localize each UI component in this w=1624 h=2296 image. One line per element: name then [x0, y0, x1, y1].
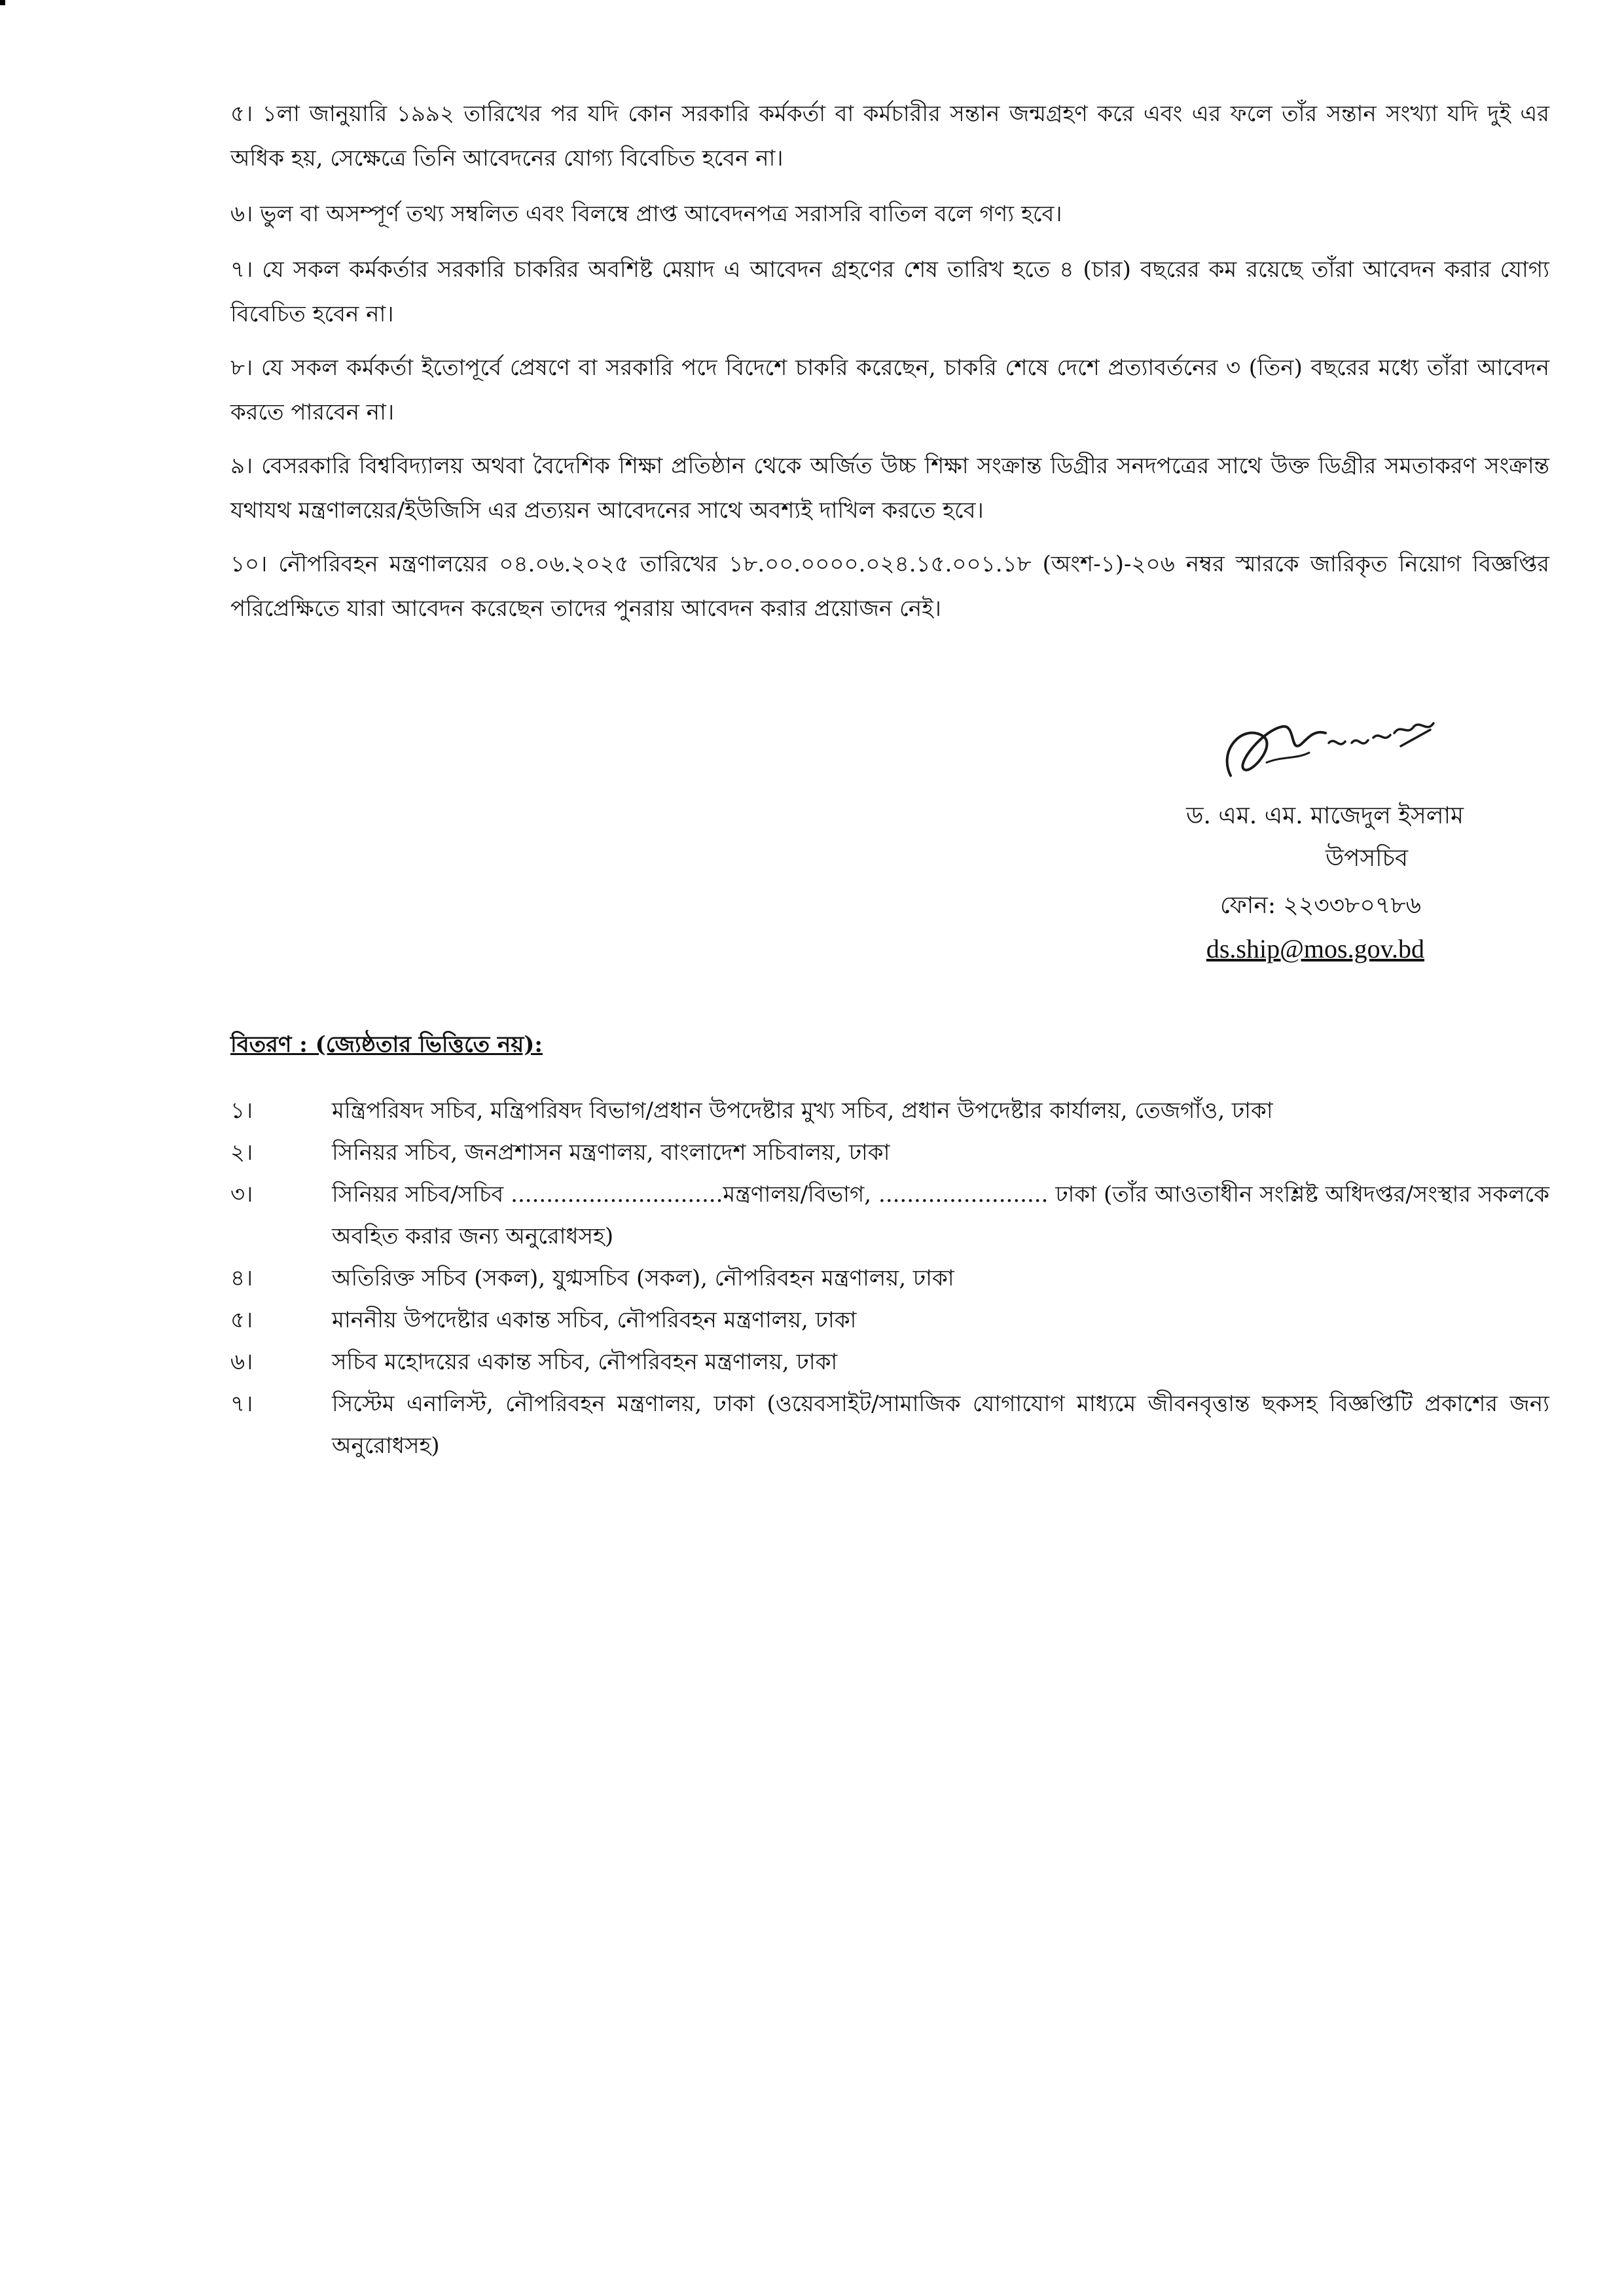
- list-item: [230, 1132, 1549, 1174]
- list-item-text: মাননীয় উপদেষ্টার একান্ত সচিব, নৌপরিবহন মন্ত্রণালয়, ঢাকা: [332, 1307, 857, 1333]
- list-item: [230, 1174, 1549, 1257]
- list-item-text: সিনিয়র সচিব, জনপ্রশাসন মন্ত্রণালয়, বাংলাদেশ সচিবালয়, ঢাকা: [332, 1139, 890, 1166]
- list-item: [230, 1341, 1549, 1383]
- list-item-number: ৩।: [230, 1181, 253, 1208]
- list-item: [230, 1257, 1549, 1299]
- signer-title: উপসচিব: [1325, 845, 1408, 872]
- list-item: [230, 1299, 1549, 1341]
- signer-email-link[interactable]: ds.ship@mos.gov.bd: [1206, 934, 1424, 963]
- list-item-text: মন্ত্রিপরিষদ সচিব, মন্ত্রিপরিষদ বিভাগ/প্রধান উপদেষ্টার মুখ্য সচিব, প্রধান উপদেষ্টার কার্যালয়, তেজগাঁও, ঢাকা: [332, 1098, 1273, 1124]
- paragraph-5: ৫। ১লা জানুয়ারি ১৯৯২ তারিখের পর যদি কোন সরকারি কর্মকর্তা বা কর্মচারীর সন্তান জন্মগ্রহণ করে এবং এর ফলে তাঁর সন্তান সংখ্যা যদি দুই এর অধিক হয়, সেক্ষেত্রে তিনি আবেদনের যোগ্য বিবেচিত হবেন না।: [230, 101, 1549, 171]
- scan-corner-mark: [0, 0, 5, 5]
- list-item: [230, 1090, 1549, 1132]
- paragraph-10: ১০। নৌপরিবহন মন্ত্রণালয়ের ০৪.০৬.২০২৫ তারিখের ১৮.০০.০০০০.০২৪.১৫.০০১.১৮ (অংশ-১)-২০৬ নম্বর স্মারকে জারিকৃত নিয়োগ বিজ্ঞপ্তির পরিপ্রেক্ষিতে যারা আবেদন করেছেন তাদের পুনরায় আবেদন করার প্রয়োজন নেই।: [230, 551, 1549, 622]
- list-item-number: ৫।: [230, 1307, 253, 1333]
- list-item-text: সিস্টেম এনালিস্ট, নৌপরিবহন মন্ত্রণালয়, ঢাকা (ওয়েবসাইট/সামাজিক যোগাযোগ মাধ্যমে জীবনবৃত্তান্ত ছকসহ বিজ্ঞপ্তিটি প্রকাশের জন্য অনুরোধসহ): [332, 1391, 1549, 1459]
- list-item-text: সচিব মহোদয়ের একান্ত সচিব, নৌপরিবহন মন্ত্রণালয়, ঢাকা: [332, 1349, 838, 1375]
- distribution-list: [230, 1090, 1549, 1467]
- list-item-number: ৪।: [230, 1265, 253, 1291]
- paragraph-8: ৮। যে সকল কর্মকর্তা ইতোপূর্বে প্রেষণে বা সরকারি পদে বিদেশে চাকরি করেছেন, চাকরি শেষে দেশে প্রত্যাবর্তনের ৩ (তিন) বছরের মধ্যে তাঁরা আবেদন করতে পারবেন না।: [230, 355, 1549, 425]
- handwritten-signature: [1204, 697, 1453, 802]
- distribution-heading: বিতরণ : (জ্যেষ্ঠতার ভিত্তিতে নয়):: [230, 1031, 543, 1058]
- list-item-number: ২।: [230, 1139, 253, 1166]
- signer-phone: ফোন: ২২৩৩৮০৭৮৬: [1220, 892, 1421, 919]
- list-item-number: ৭।: [230, 1391, 253, 1417]
- list-item-text: অতিরিক্ত সচিব (সকল), যুগ্মসচিব (সকল), নৌপরিবহন মন্ত্রণালয়, ঢাকা: [332, 1265, 954, 1291]
- list-item-number: ১।: [230, 1098, 253, 1124]
- list-item: [230, 1383, 1549, 1467]
- paragraph-7: ৭। যে সকল কর্মকর্তার সরকারি চাকরির অবশিষ্ট মেয়াদ এ আবেদন গ্রহণের শেষ তারিখ হতে ৪ (চার) বছরের কম রয়েছে তাঁরা আবেদন করার যোগ্য বিবেচিত হবেন না।: [230, 257, 1549, 327]
- paragraph-9: ৯। বেসরকারি বিশ্ববিদ্যালয় অথবা বৈদেশিক শিক্ষা প্রতিষ্ঠান থেকে অর্জিত উচ্চ শিক্ষা সংক্রান্ত ডিগ্রীর সনদপত্রের সাথে উক্ত ডিগ্রীর সমতাকরণ সংক্রান্ত যথাযথ মন্ত্রণালয়ের/ইউজিসি এর প্রত্যয়ন আবেদনের সাথে অবশ্যই দাখিল করতে হবে।: [230, 453, 1549, 524]
- list-item-number: ৬।: [230, 1349, 253, 1375]
- signer-name: ড. এম. এম. মাজেদুল ইসলাম: [1186, 802, 1464, 829]
- list-item-text: সিনিয়র সচিব/সচিব ..............................মন্ত্রণালয়/বিভাগ, ........................ ঢাকা (তাঁর আওতাধীন সংশ্লিষ্ট অধিদপ্তর/সংস্থার সকলকে অবহিত করার জন্য অনুরোধসহ): [332, 1181, 1549, 1249]
- paragraph-6: ৬। ভুল বা অসম্পূর্ণ তথ্য সম্বলিত এবং বিলম্বে প্রাপ্ত আবেদনপত্র সরাসরি বাতিল বলে গণ্য হবে।: [230, 201, 1062, 227]
